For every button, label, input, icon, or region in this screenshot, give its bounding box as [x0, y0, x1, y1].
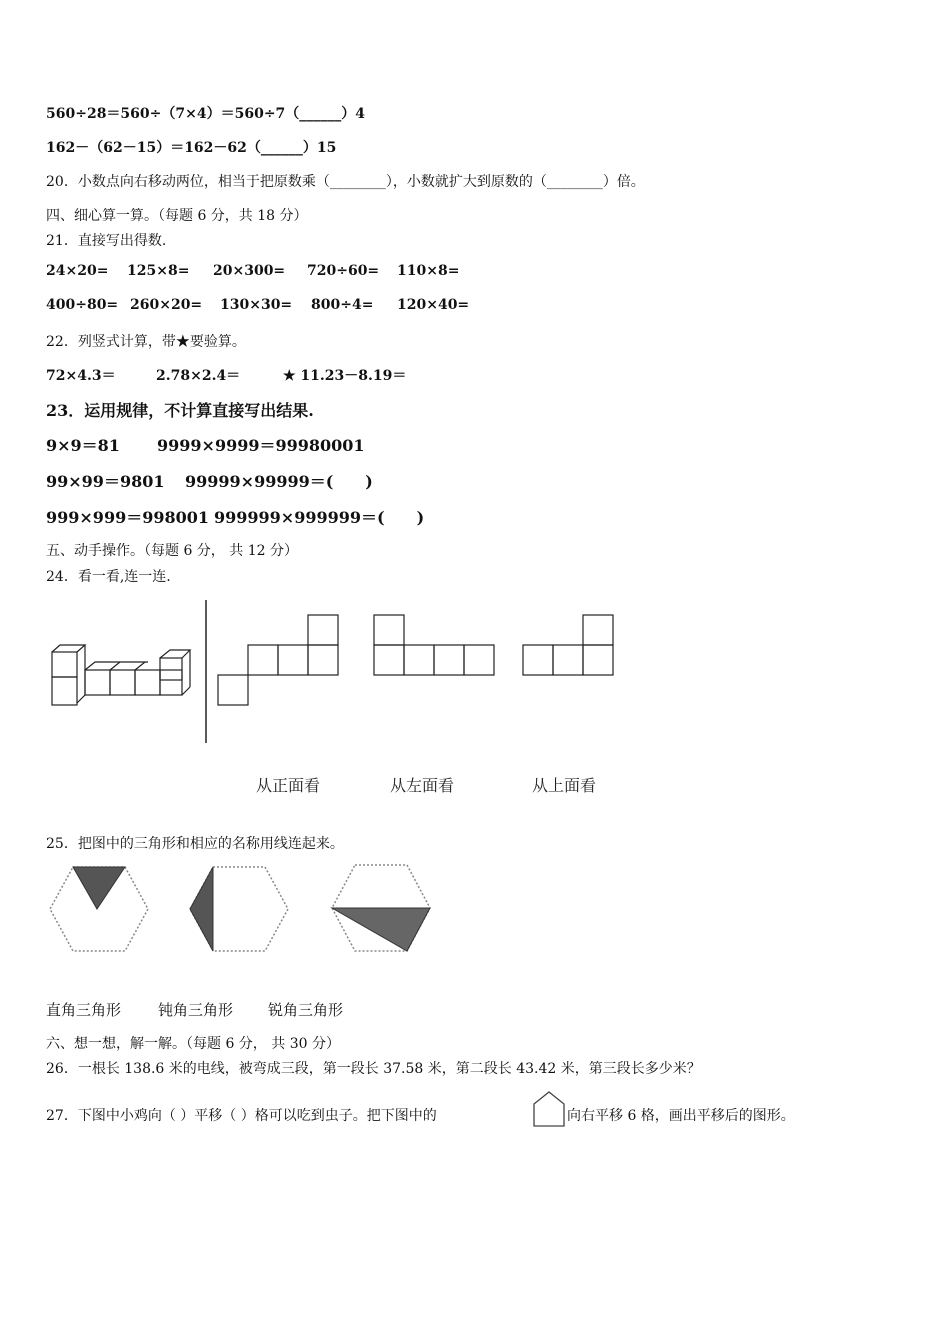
house-shape-icon	[532, 1090, 566, 1128]
q21-item: 130×30=	[220, 297, 293, 313]
hexagon-3	[332, 865, 430, 951]
view-label-left: 从左面看	[390, 776, 455, 795]
q21-title: 21．直接写出得数.	[46, 233, 167, 249]
triangle-name: 直角三角形	[46, 1001, 122, 1019]
q21-item: 20×300=	[213, 263, 286, 279]
q22-item: 2.78×2.4＝	[156, 368, 241, 384]
q22-title: 22．列竖式计算，带★要验算。	[46, 334, 246, 350]
q22-item: ★ 11.23－8.19＝	[283, 368, 407, 384]
q21-item: 120×40=	[397, 297, 470, 313]
q25-hexagons	[40, 860, 440, 960]
view-label-front: 从正面看	[256, 776, 321, 795]
view-top-shape	[523, 615, 613, 675]
q22-item: 72×4.3＝	[46, 368, 116, 384]
q19-line-2: 162－（62－15）＝162－62（______）15	[46, 140, 337, 156]
section-5-title: 五、动手操作。（每题 6 分， 共 12 分）	[46, 543, 298, 559]
q21-item: 110×8=	[397, 263, 460, 279]
q21-item: 400÷80=	[46, 297, 119, 313]
q24-title: 24．看一看,连一连.	[46, 569, 171, 585]
q27-text-before: 27．下图中小鸡向（ ）平移（ ）格可以吃到虫子。把下图中的	[46, 1108, 437, 1124]
q21-item: 24×20=	[46, 263, 109, 279]
q23-pattern: 9999×9999＝99980001	[157, 436, 365, 455]
q20-text: 20．小数点向右移动两位，相当于把原数乘（________），小数就扩大到原数的（________）倍。	[46, 174, 645, 190]
q24-figures	[40, 595, 640, 755]
q23-title: 23．运用规律，不计算直接写出结果.	[46, 401, 314, 420]
q25-title: 25．把图中的三角形和相应的名称用线连起来。	[46, 836, 344, 852]
q19-line-1: 560÷28＝560÷（7×4）＝560÷7（______）4	[46, 106, 366, 122]
q21-item: 720÷60=	[307, 263, 380, 279]
q27-text-after: 向右平移 6 格，画出平移后的图形。	[567, 1108, 795, 1124]
q23-pattern: 999999×999999＝( )	[214, 508, 425, 527]
cube-stack-3d	[52, 645, 190, 705]
q23-pattern: 999×999＝998001	[46, 508, 210, 527]
q21-item: 800÷4=	[311, 297, 374, 313]
q21-item: 260×20=	[130, 297, 203, 313]
view-front-shape	[218, 615, 338, 705]
q23-pattern: 9×9＝81	[46, 436, 120, 455]
q23-pattern: 99999×99999＝( )	[185, 472, 373, 491]
view-label-top: 从上面看	[532, 776, 597, 795]
q26-text: 26．一根长 138.6 米的电线，被弯成三段，第一段长 37.58 米，第二段长 43.42 米，第三段长多少米？	[46, 1061, 701, 1077]
hexagon-2	[190, 867, 288, 951]
view-left-shape	[374, 615, 494, 675]
q23-pattern: 99×99＝9801	[46, 472, 165, 491]
hexagon-1	[50, 867, 148, 951]
q21-item: 125×8=	[127, 263, 190, 279]
triangle-name: 钝角三角形	[158, 1001, 234, 1019]
triangle-name: 锐角三角形	[268, 1001, 344, 1019]
section-6-title: 六、想一想，解一解。（每题 6 分， 共 30 分）	[46, 1036, 340, 1052]
section-4-title: 四、细心算一算。（每题 6 分，共 18 分）	[46, 208, 308, 224]
